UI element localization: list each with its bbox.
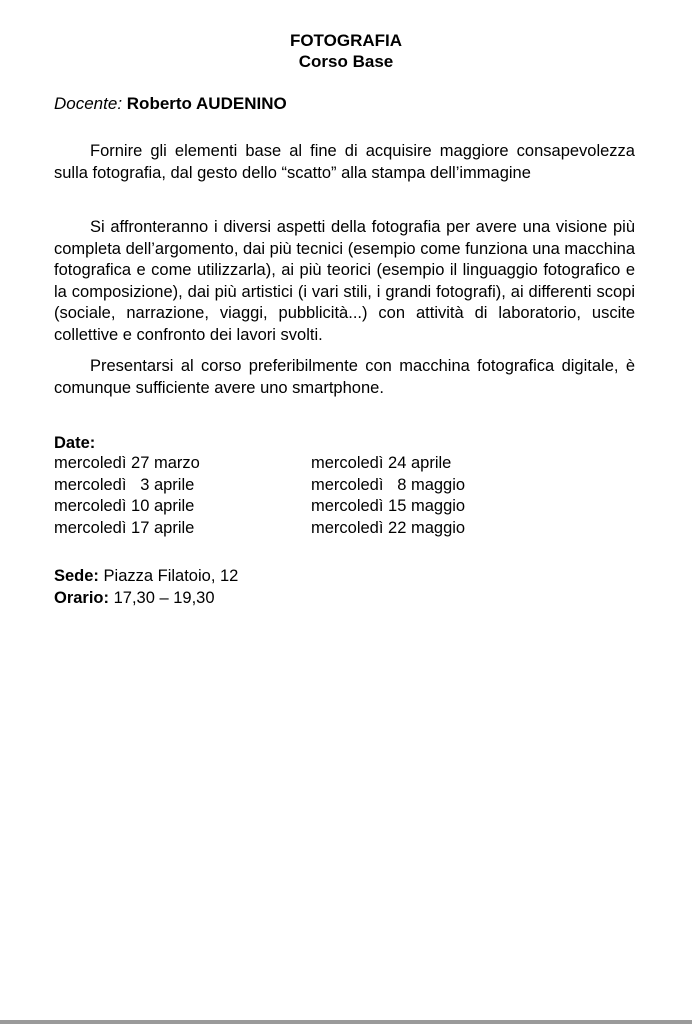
document-heading bbox=[0, 30, 692, 72]
date-item: mercoledì 10 aprile bbox=[54, 497, 195, 515]
schedule-value: 17,30 – 19,30 bbox=[113, 589, 215, 607]
dates-column-right bbox=[311, 453, 465, 539]
date-item: mercoledì 15 maggio bbox=[311, 497, 466, 515]
page-bottom-edge bbox=[0, 1020, 692, 1024]
date-item: mercoledì 17 aprile bbox=[54, 518, 195, 537]
date-item: mercoledì 24 aprile bbox=[311, 454, 452, 472]
teacher-name: Roberto AUDENINO bbox=[126, 94, 287, 113]
teacher-label: Docente: bbox=[54, 94, 123, 113]
date-item: mercoledì 22 maggio bbox=[311, 518, 466, 537]
teacher-line bbox=[54, 94, 287, 114]
date-item: mercoledì 27 marzo bbox=[54, 454, 200, 472]
schedule-line bbox=[54, 588, 215, 610]
dates-column-left bbox=[54, 453, 200, 539]
venue-label: Sede: bbox=[54, 567, 99, 585]
dates-label: Date: bbox=[54, 434, 96, 452]
venue-value: Piazza Filatoio, 12 bbox=[103, 567, 239, 585]
date-item: mercoledì 8 maggio bbox=[311, 475, 466, 494]
paragraph-requirements: Presentarsi al corso preferibilmente con macchina fotografica digitale, è comunque sufficiente avere uno smartphone. bbox=[54, 357, 635, 397]
paragraph-topics: Si affronteranno i diversi aspetti della fotografia per avere una visione più completa dell’argomento, dai più tecnici (esempio come funziona una macchina fotografica e come utilizzarla), ai più teorici (esempio il linguaggio fotografico e la composizione), dai più artistici (i vari stili, i grandi fotografi), ai differenti scopi (sociale, narrazione, viaggi, pubblicità...) con attività di laboratorio, uscite collettive e confronto dei lavori svolti. bbox=[54, 218, 635, 344]
date-item: mercoledì 3 aprile bbox=[54, 475, 195, 494]
course-subtitle: Corso Base bbox=[298, 52, 394, 71]
paragraph-intro: Fornire gli elementi base al fine di acquisire maggiore consapevolezza sulla fotografia, dal gesto dello “scatto” alla stampa dell’immagine bbox=[54, 142, 635, 182]
schedule-label: Orario: bbox=[54, 589, 110, 607]
venue-line bbox=[54, 566, 238, 588]
course-title: FOTOGRAFIA bbox=[289, 31, 403, 50]
